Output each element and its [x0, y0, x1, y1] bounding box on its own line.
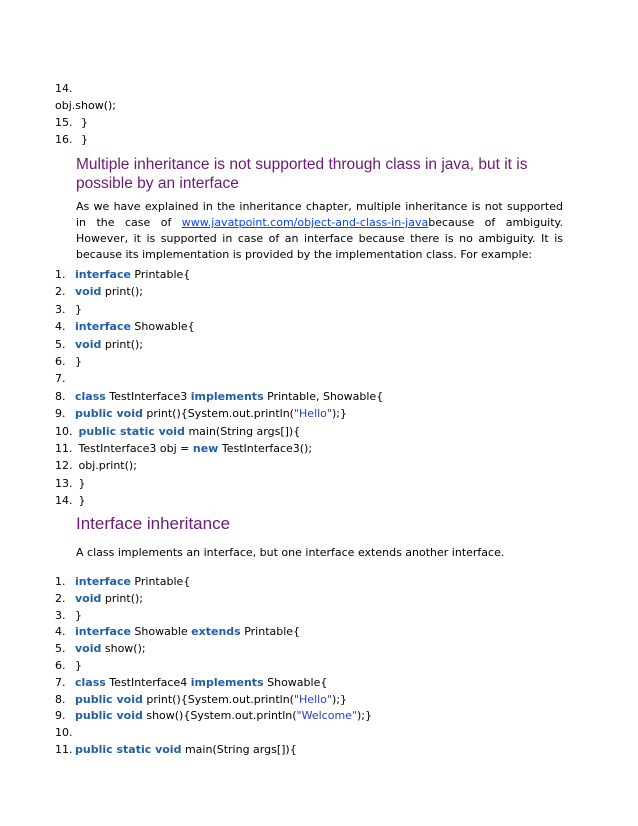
code-keyword: void — [75, 337, 102, 351]
line-number: 8. — [55, 389, 66, 403]
code-keyword: interface — [75, 268, 131, 281]
code-keyword: void — [75, 642, 102, 656]
code-text: Showable{ — [130, 320, 195, 334]
line-number: 13. — [55, 476, 73, 490]
code-line — [55, 116, 88, 130]
code-string: "Hello" — [293, 692, 332, 706]
code-text: } — [75, 494, 86, 508]
code-text: } — [75, 659, 82, 672]
code-keyword: class — [75, 389, 106, 403]
line-number: 12. — [55, 459, 73, 473]
code-text: Printable{ — [240, 625, 301, 639]
code-text: Showable{ — [263, 675, 328, 689]
section-heading-multiple-inheritance: Multiple inheritance is not supported through class in java, but it is possible by an interface — [76, 156, 528, 192]
code-line — [55, 407, 347, 421]
line-number: 16. — [55, 133, 73, 146]
line-number: 11. — [55, 743, 73, 756]
code-text: show(){System.out.println( — [142, 709, 297, 723]
line-number: 14. — [55, 82, 73, 95]
line-number: 9. — [55, 407, 66, 421]
code-text: obj.print(); — [75, 459, 137, 473]
paragraph-text: As we have explained in the inheritance chapter, multiple inheritance is not supported in the case of — [76, 200, 563, 229]
code-text: );} — [331, 692, 347, 706]
code-line — [55, 372, 75, 386]
line-number: 10. — [55, 424, 73, 438]
code-text: print(){System.out.println( — [142, 692, 294, 706]
code-text: );} — [331, 407, 347, 421]
code-keyword: class — [75, 675, 106, 689]
code-line — [55, 320, 195, 334]
code-keyword: implements — [190, 389, 264, 403]
code-text: } — [75, 302, 82, 316]
code-line — [55, 390, 383, 404]
code-line — [55, 82, 73, 96]
line-number: 10. — [55, 726, 73, 740]
code-text: TestInterface4 — [105, 675, 191, 689]
code-line — [55, 355, 82, 369]
code-text: Printable{ — [130, 575, 191, 588]
code-text: );} — [356, 709, 372, 723]
code-line — [55, 575, 190, 589]
code-keyword: public void — [75, 407, 143, 421]
code-text: } — [75, 608, 82, 622]
code-line — [55, 592, 143, 606]
code-text: } — [75, 476, 86, 490]
code-string: "Welcome" — [296, 709, 357, 723]
code-line — [55, 442, 312, 456]
line-number: 1. — [55, 575, 66, 588]
code-text: Printable, Showable{ — [263, 389, 384, 403]
line-number: 2. — [55, 591, 66, 605]
code-keyword: interface — [75, 575, 131, 588]
code-text: } — [75, 355, 82, 368]
line-number: 7. — [55, 675, 66, 689]
code-keyword: extends — [191, 625, 241, 639]
code-line — [55, 338, 143, 352]
code-keyword: public static void — [75, 743, 182, 756]
code-text: print(); — [101, 337, 144, 351]
code-line — [55, 133, 88, 147]
line-number: 15. — [55, 116, 73, 129]
line-number: 3. — [55, 302, 66, 316]
line-number: 5. — [55, 642, 66, 656]
code-text: obj.show(); — [55, 99, 116, 112]
code-text: print(); — [101, 285, 144, 299]
section-paragraph — [76, 199, 563, 263]
code-line — [55, 285, 143, 299]
code-line — [55, 477, 86, 491]
code-string: "Hello" — [293, 407, 332, 421]
line-number: 2. — [55, 285, 66, 299]
code-text: TestInterface3(); — [218, 442, 313, 455]
object-class-link[interactable]: www.javatpoint.com/object-and-class-in-java — [181, 216, 429, 229]
code-text: show(); — [101, 642, 146, 656]
code-line — [55, 609, 82, 623]
section-heading-interface-inheritance: Interface inheritance — [76, 514, 231, 533]
code-line — [55, 625, 300, 639]
code-line — [55, 743, 297, 757]
code-keyword: interface — [75, 625, 131, 639]
code-text: print(); — [101, 591, 144, 605]
code-text: Printable{ — [130, 268, 191, 281]
code-keyword: void — [75, 285, 102, 299]
line-number: 4. — [55, 625, 66, 639]
line-number: 4. — [55, 320, 66, 334]
code-text: } — [81, 116, 88, 129]
line-number: 6. — [55, 355, 66, 368]
code-keyword: void — [75, 591, 102, 605]
code-keyword: public static void — [78, 424, 185, 438]
code-line — [55, 659, 82, 673]
code-keyword: public void — [75, 692, 143, 706]
code-line — [55, 494, 86, 508]
code-line — [55, 693, 347, 707]
code-line — [55, 425, 300, 439]
code-text: print(){System.out.println( — [142, 407, 294, 421]
code-line — [55, 676, 327, 690]
code-line — [55, 726, 75, 740]
code-text: TestInterface3 — [105, 389, 191, 403]
code-line — [55, 303, 82, 317]
code-line — [55, 99, 116, 113]
code-text: Showable — [130, 625, 192, 639]
code-line — [55, 459, 137, 473]
code-line — [55, 642, 146, 656]
line-number: 5. — [55, 337, 66, 351]
code-text: main(String args[]){ — [184, 424, 301, 438]
code-keyword: implements — [190, 675, 264, 689]
code-keyword: new — [192, 442, 219, 455]
line-number: 1. — [55, 268, 66, 281]
line-number: 8. — [55, 692, 66, 706]
code-text: main(String args[]){ — [181, 743, 297, 756]
code-text: } — [81, 133, 88, 146]
code-keyword: public void — [75, 709, 143, 723]
section-paragraph: A class implements an interface, but one interface extends another interface. — [76, 546, 505, 559]
code-text: TestInterface3 obj = — [75, 442, 193, 455]
line-number: 14. — [55, 494, 73, 508]
line-number: 11. — [55, 442, 73, 455]
line-number: 3. — [55, 608, 66, 622]
paragraph-text: because of ambiguity. However, it is supported in case of an interface because there is no ambiguity. It is because its implementation is provided by the implementation class. For example: — [76, 216, 563, 261]
code-line — [55, 709, 372, 723]
code-line — [55, 268, 190, 282]
line-number: 9. — [55, 709, 66, 723]
code-keyword: interface — [75, 320, 131, 334]
line-number: 7. — [55, 372, 66, 386]
line-number: 6. — [55, 659, 66, 672]
